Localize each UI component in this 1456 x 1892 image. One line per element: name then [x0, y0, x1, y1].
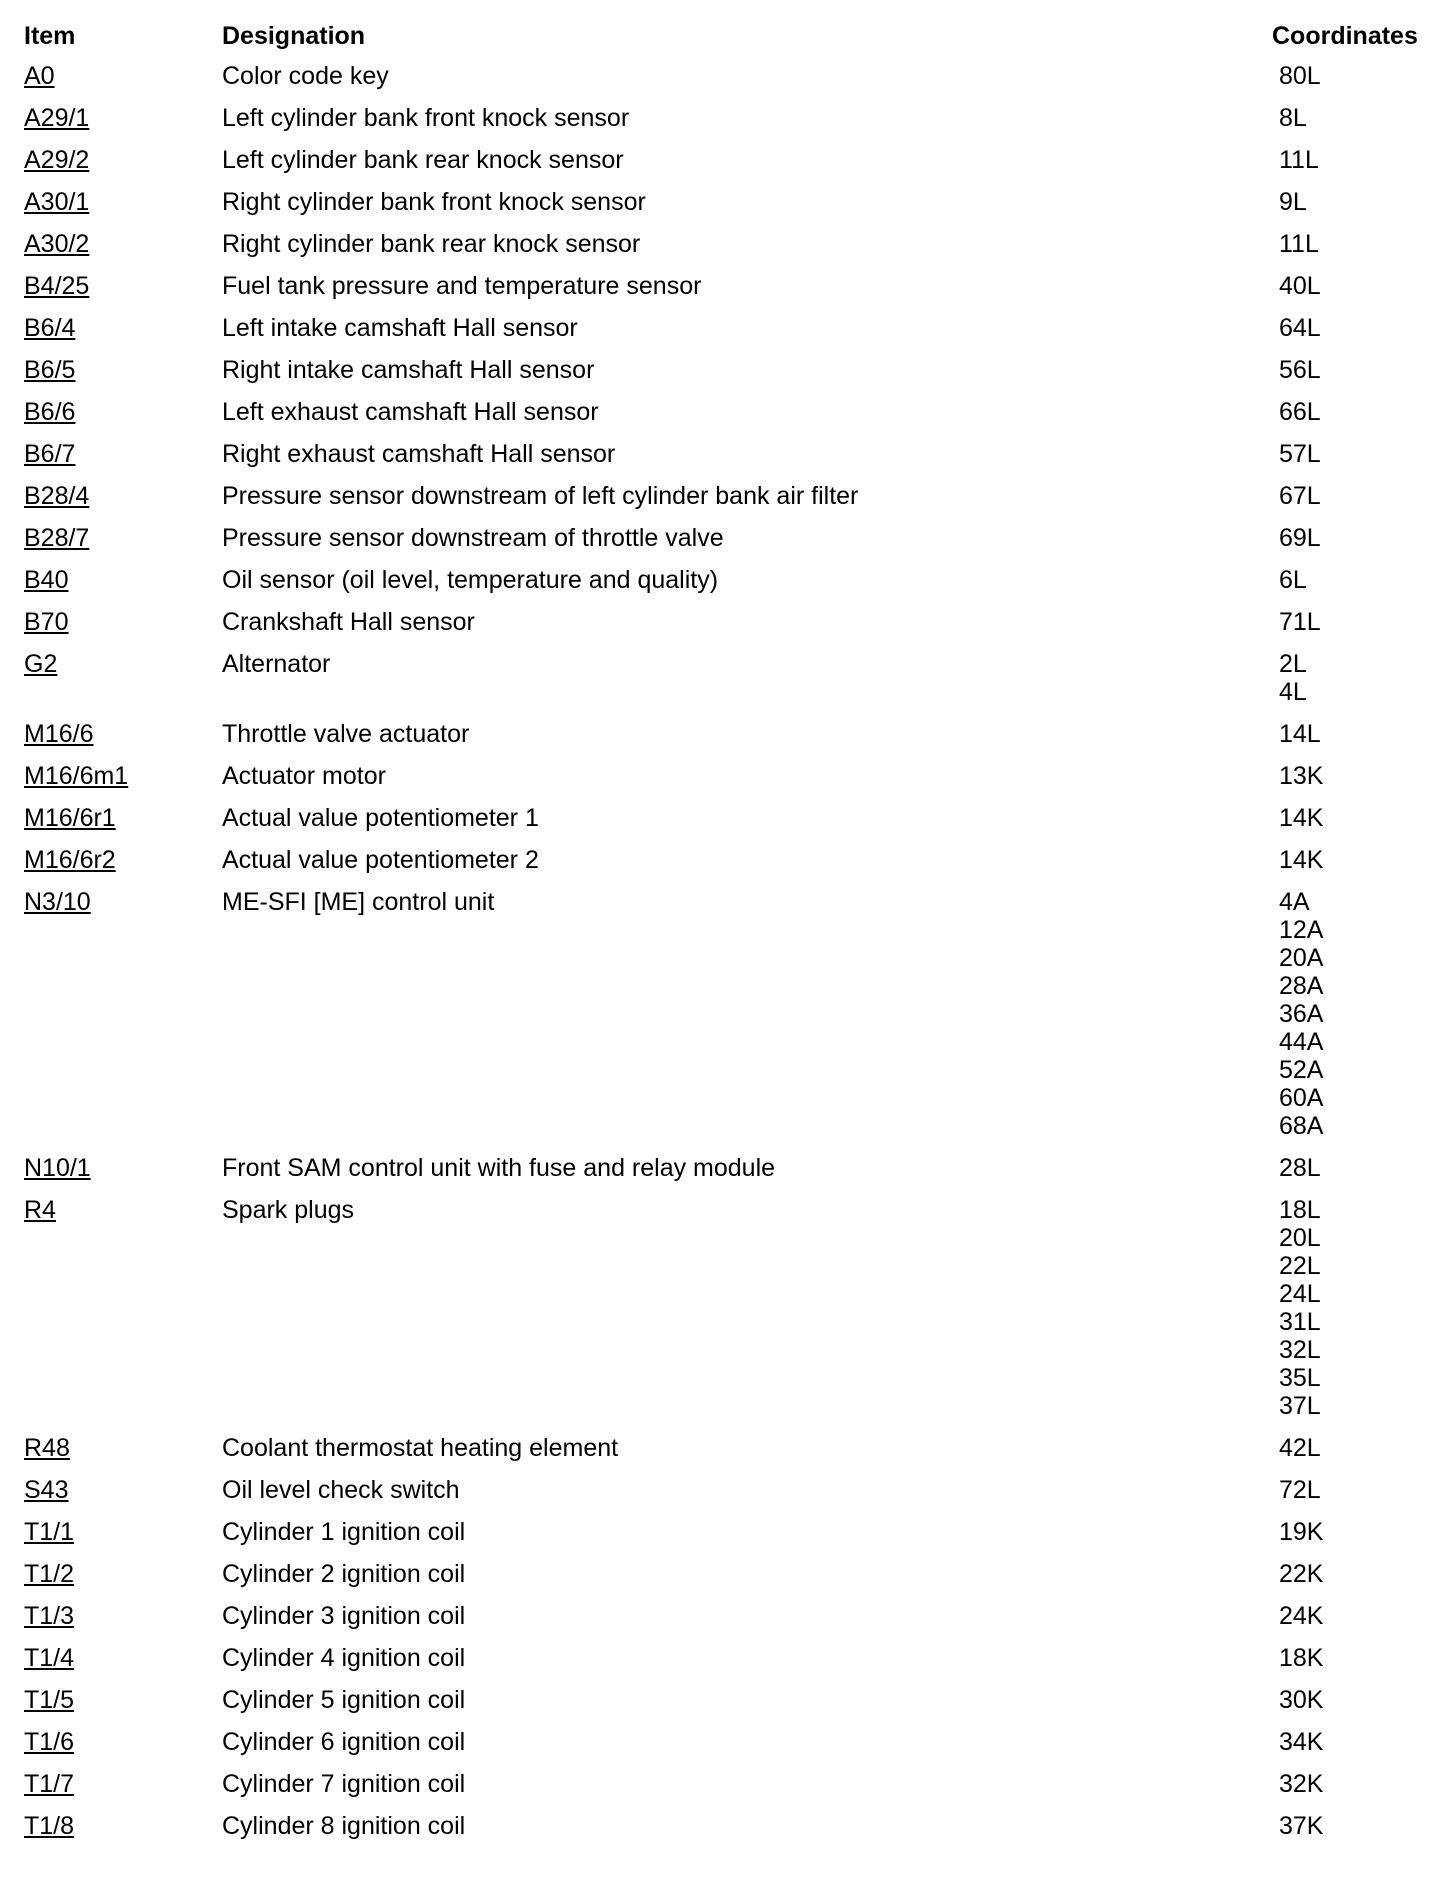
coordinates-cell [1279, 1476, 1456, 1518]
coordinates-cell [1279, 650, 1456, 720]
coordinates-cell [1279, 146, 1456, 188]
coordinate-value: 72L [1279, 1476, 1321, 1504]
designation-cell: Cylinder 6 ignition coil [222, 1728, 466, 1756]
coordinate-value: 32L [1279, 1336, 1321, 1364]
table-row [0, 608, 1456, 650]
coordinate-value: 36A [1279, 1000, 1324, 1028]
coordinate-value: 42L [1279, 1434, 1321, 1462]
coordinate-value: 4L [1279, 678, 1307, 706]
coordinates-cell [1279, 524, 1456, 566]
designation-cell: Cylinder 5 ignition coil [222, 1686, 466, 1714]
coordinates-cell [1279, 482, 1456, 524]
table-row [0, 146, 1456, 188]
item-link[interactable]: T1/4 [24, 1644, 75, 1672]
coordinates-cell [1279, 440, 1456, 482]
coordinate-value: 52A [1279, 1056, 1324, 1084]
coordinate-value: 37K [1279, 1812, 1324, 1840]
coordinate-value: 18L [1279, 1196, 1321, 1224]
coordinates-cell [1279, 608, 1456, 650]
coordinates-cell [1279, 104, 1456, 146]
table-row [0, 440, 1456, 482]
designation-cell: Pressure sensor downstream of throttle valve [222, 524, 724, 552]
designation-cell: Coolant thermostat heating element [222, 1434, 619, 1462]
coordinates-cell [1279, 1560, 1456, 1602]
item-link[interactable]: T1/3 [24, 1602, 75, 1630]
coordinates-cell [1279, 356, 1456, 398]
coordinates-cell [1279, 230, 1456, 272]
designation-cell: Spark plugs [222, 1196, 355, 1224]
designation-cell: Cylinder 7 ignition coil [222, 1770, 466, 1798]
designation-cell: Cylinder 8 ignition coil [222, 1812, 466, 1840]
item-link[interactable]: T1/6 [24, 1728, 75, 1756]
designation-cell: Right cylinder bank front knock sensor [222, 188, 646, 216]
designation-cell: Alternator [222, 650, 331, 678]
item-link[interactable]: A30/2 [24, 230, 90, 258]
coordinate-value: 35L [1279, 1364, 1321, 1392]
coordinate-value: 19K [1279, 1518, 1324, 1546]
coordinate-value: 12A [1279, 916, 1324, 944]
coordinate-value: 69L [1279, 524, 1321, 552]
item-link[interactable]: B4/25 [24, 272, 90, 300]
coordinates-column-header: Coordinates [1272, 22, 1418, 50]
item-link[interactable]: T1/1 [24, 1518, 75, 1546]
designation-cell: Oil sensor (oil level, temperature and quality) [222, 566, 719, 594]
coordinates-cell [1279, 1518, 1456, 1560]
coordinates-cell [1279, 188, 1456, 230]
item-link[interactable]: N10/1 [24, 1154, 91, 1182]
table-row [0, 524, 1456, 566]
designation-cell: Fuel tank pressure and temperature sensor [222, 272, 702, 300]
coordinates-cell [1279, 1686, 1456, 1728]
coordinate-value: 20L [1279, 1224, 1321, 1252]
item-link[interactable]: B6/4 [24, 314, 76, 342]
coordinate-value: 14L [1279, 720, 1321, 748]
item-link[interactable]: B40 [24, 566, 69, 594]
table-row [0, 1728, 1456, 1770]
designation-cell: Cylinder 2 ignition coil [222, 1560, 466, 1588]
coordinate-value: 66L [1279, 398, 1321, 426]
designation-cell: Left exhaust camshaft Hall sensor [222, 398, 599, 426]
coordinate-value: 14K [1279, 846, 1324, 874]
coordinates-cell [1279, 566, 1456, 608]
table-row [0, 104, 1456, 146]
table-row [0, 650, 1456, 720]
table-row [0, 62, 1456, 104]
legend-table-body [0, 62, 1456, 1854]
item-link[interactable]: B6/6 [24, 398, 76, 426]
coordinate-value: 34K [1279, 1728, 1324, 1756]
designation-column-header: Designation [222, 22, 366, 50]
coordinate-value: 20A [1279, 944, 1324, 972]
table-row [0, 804, 1456, 846]
coordinate-value: 30K [1279, 1686, 1324, 1714]
coordinate-value: 40L [1279, 272, 1321, 300]
coordinate-value: 11L [1279, 146, 1319, 174]
table-row [0, 720, 1456, 762]
designation-cell: Actual value potentiometer 2 [222, 846, 539, 874]
coordinate-value: 18K [1279, 1644, 1324, 1672]
coordinate-value: 6L [1279, 566, 1307, 594]
coordinates-cell [1279, 804, 1456, 846]
item-link[interactable]: M16/6r1 [24, 804, 116, 832]
item-link[interactable]: T1/2 [24, 1560, 75, 1588]
item-link[interactable]: B28/4 [24, 482, 90, 510]
coordinates-cell [1279, 1434, 1456, 1476]
item-link[interactable]: G2 [24, 650, 58, 678]
table-row [0, 1434, 1456, 1476]
table-row [0, 1476, 1456, 1518]
designation-cell: Actual value potentiometer 1 [222, 804, 539, 832]
item-link[interactable]: T1/5 [24, 1686, 75, 1714]
item-link[interactable]: R48 [24, 1434, 70, 1462]
item-column-header: Item [24, 22, 76, 50]
table-row [0, 314, 1456, 356]
item-link[interactable]: A29/1 [24, 104, 90, 132]
coordinate-value: 68A [1279, 1112, 1324, 1140]
designation-cell: Pressure sensor downstream of left cylinder bank air filter [222, 482, 859, 510]
coordinate-value: 64L [1279, 314, 1321, 342]
coordinate-value: 71L [1279, 608, 1321, 636]
coordinate-value: 14K [1279, 804, 1324, 832]
coordinate-value: 37L [1279, 1392, 1321, 1420]
designation-cell: Left cylinder bank rear knock sensor [222, 146, 624, 174]
item-link[interactable]: B6/5 [24, 356, 76, 384]
table-row [0, 888, 1456, 1154]
item-link[interactable]: R4 [24, 1196, 56, 1224]
designation-cell: Crankshaft Hall sensor [222, 608, 475, 636]
designation-cell: Cylinder 1 ignition coil [222, 1518, 466, 1546]
coordinate-value: 8L [1279, 104, 1307, 132]
designation-cell: ME-SFI [ME] control unit [222, 888, 495, 916]
item-link[interactable]: B70 [24, 608, 69, 636]
coordinates-cell [1279, 1770, 1456, 1812]
table-row [0, 1560, 1456, 1602]
designation-cell: Right exhaust camshaft Hall sensor [222, 440, 616, 468]
coordinates-cell [1279, 1728, 1456, 1770]
item-link[interactable]: T1/7 [24, 1770, 75, 1798]
coordinates-cell [1279, 1602, 1456, 1644]
designation-cell: Right cylinder bank rear knock sensor [222, 230, 641, 258]
coordinate-value: 67L [1279, 482, 1321, 510]
coordinate-value: 60A [1279, 1084, 1324, 1112]
designation-cell: Color code key [222, 62, 389, 90]
table-row [0, 1770, 1456, 1812]
coordinates-cell [1279, 314, 1456, 356]
designation-cell: Left cylinder bank front knock sensor [222, 104, 630, 132]
coordinates-cell [1279, 888, 1456, 1154]
coordinates-cell [1279, 1812, 1456, 1854]
item-link[interactable]: M16/6 [24, 720, 94, 748]
table-row [0, 272, 1456, 314]
coordinates-cell [1279, 762, 1456, 804]
table-row [0, 1196, 1456, 1434]
item-link[interactable]: M16/6r2 [24, 846, 116, 874]
item-link[interactable]: M16/6m1 [24, 762, 129, 790]
coordinates-cell [1279, 62, 1456, 104]
coordinates-cell [1279, 272, 1456, 314]
coordinate-value: 28L [1279, 1154, 1321, 1182]
item-link[interactable]: A0 [24, 62, 55, 90]
table-row [0, 1686, 1456, 1728]
coordinate-value: 9L [1279, 188, 1307, 216]
table-row [0, 566, 1456, 608]
table-row [0, 482, 1456, 524]
coordinate-value: 2L [1279, 650, 1307, 678]
table-row [0, 1644, 1456, 1686]
table-row [0, 1518, 1456, 1560]
item-link[interactable]: N3/10 [24, 888, 91, 916]
coordinate-value: 4A [1279, 888, 1310, 916]
table-header [0, 22, 1456, 52]
item-link[interactable]: A30/1 [24, 188, 90, 216]
coordinate-value: 13K [1279, 762, 1324, 790]
item-link[interactable]: B6/7 [24, 440, 76, 468]
coordinates-cell [1279, 1196, 1456, 1434]
coordinates-cell [1279, 846, 1456, 888]
item-link[interactable]: B28/7 [24, 524, 90, 552]
coordinate-value: 28A [1279, 972, 1324, 1000]
item-link[interactable]: S43 [24, 1476, 69, 1504]
coordinate-value: 31L [1279, 1308, 1321, 1336]
table-row [0, 398, 1456, 440]
table-row [0, 1812, 1456, 1854]
coordinates-cell [1279, 720, 1456, 762]
designation-cell: Front SAM control unit with fuse and relay module [222, 1154, 776, 1182]
coordinate-value: 32K [1279, 1770, 1324, 1798]
coordinate-value: 57L [1279, 440, 1321, 468]
designation-cell: Throttle valve actuator [222, 720, 470, 748]
table-row [0, 356, 1456, 398]
item-link[interactable]: T1/8 [24, 1812, 75, 1840]
coordinate-value: 80L [1279, 62, 1321, 90]
table-row [0, 1154, 1456, 1196]
designation-cell: Actuator motor [222, 762, 386, 790]
coordinate-value: 22L [1279, 1252, 1321, 1280]
table-row [0, 188, 1456, 230]
designation-cell: Cylinder 4 ignition coil [222, 1644, 466, 1672]
table-row [0, 762, 1456, 804]
coordinates-cell [1279, 1644, 1456, 1686]
coordinates-cell [1279, 398, 1456, 440]
coordinate-value: 24L [1279, 1280, 1321, 1308]
coordinates-cell [1279, 1154, 1456, 1196]
coordinate-value: 11L [1279, 230, 1319, 258]
coordinate-value: 44A [1279, 1028, 1324, 1056]
item-link[interactable]: A29/2 [24, 146, 90, 174]
designation-cell: Cylinder 3 ignition coil [222, 1602, 466, 1630]
designation-cell: Right intake camshaft Hall sensor [222, 356, 595, 384]
table-row [0, 846, 1456, 888]
table-row [0, 1602, 1456, 1644]
coordinate-value: 56L [1279, 356, 1321, 384]
coordinate-value: 24K [1279, 1602, 1324, 1630]
table-row [0, 230, 1456, 272]
coordinate-value: 22K [1279, 1560, 1324, 1588]
designation-cell: Oil level check switch [222, 1476, 460, 1504]
designation-cell: Left intake camshaft Hall sensor [222, 314, 578, 342]
